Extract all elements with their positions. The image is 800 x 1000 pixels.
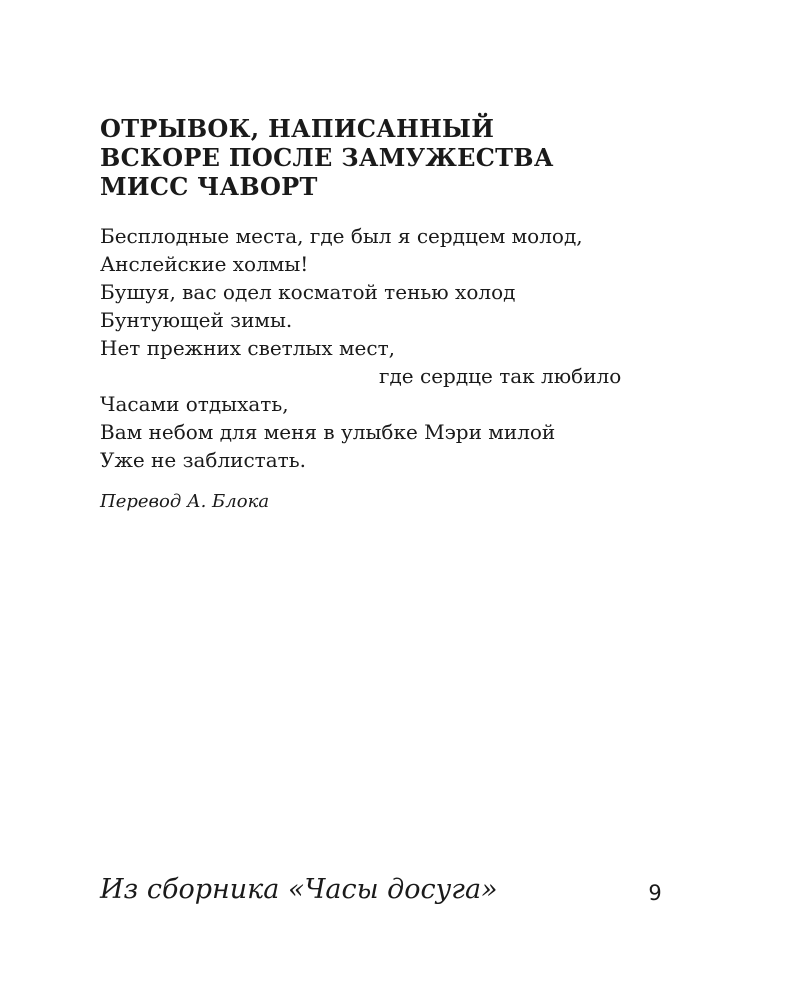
- poem-line: Вам небом для меня в улыбке Мэри милой: [100, 420, 556, 444]
- poem-line: Нет прежних светлых мест,: [100, 336, 395, 360]
- page-number: 9: [648, 881, 662, 905]
- poem-body: [100, 222, 700, 474]
- poem-line-indented: где сердце так любило: [379, 364, 622, 388]
- poem-title-line: ОТРЫВОК, НАПИСАННЫЙ: [100, 114, 495, 143]
- poem-line: Часами отдыхать,: [100, 392, 289, 416]
- poem-line: Бушуя, вас одел косматой тенью холод: [100, 280, 516, 304]
- poem-line: Бесплодные места, где был я сердцем молод,: [100, 224, 583, 248]
- poem-title: [100, 114, 700, 201]
- running-footer-collection-title: Из сборника «Часы досуга»: [100, 874, 498, 905]
- poem-line: Анслейские холмы!: [100, 252, 309, 276]
- poem-line: Бунтующей зимы.: [100, 308, 293, 332]
- poem-title-line: МИСС ЧАВОРТ: [100, 172, 318, 201]
- poem-line: Уже не заблистать.: [100, 448, 306, 472]
- poem-title-line: ВСКОРЕ ПОСЛЕ ЗАМУЖЕСТВА: [100, 143, 554, 172]
- translator-credit: Перевод А. Блока: [100, 491, 270, 512]
